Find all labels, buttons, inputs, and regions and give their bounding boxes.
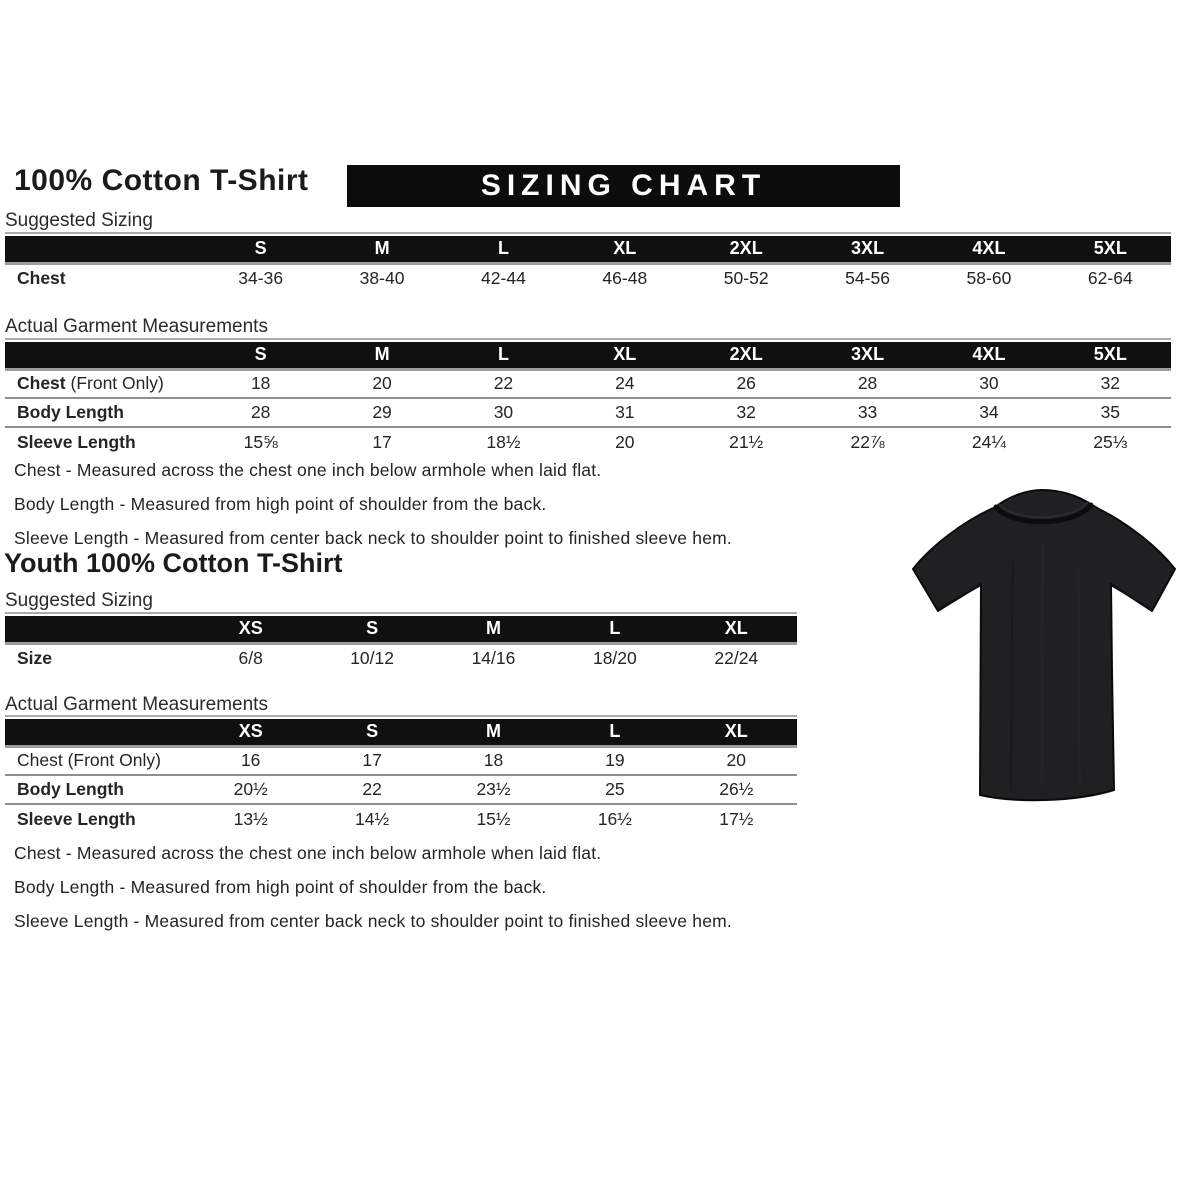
measurement-cell: 50-52 bbox=[723, 267, 769, 288]
note-body-length: Body Length - Measured from high point of shoulder from the back. bbox=[14, 494, 547, 514]
row-label-text: Chest bbox=[17, 373, 66, 394]
note-chest: Chest - Measured across the chest one inch below armhole when laid flat. bbox=[14, 460, 602, 480]
size-column-header: M bbox=[321, 236, 442, 263]
measurement-cell: 20½ bbox=[190, 775, 311, 804]
size-column-header: 4XL bbox=[928, 342, 1049, 369]
row-label-column-header bbox=[5, 342, 200, 369]
youth-suggested-sizing-label: Suggested Sizing bbox=[5, 590, 153, 611]
measurement-cell: 17 bbox=[321, 427, 442, 456]
row-label-text: Chest bbox=[17, 267, 66, 288]
size-column-header: L bbox=[443, 236, 564, 263]
divider-line bbox=[5, 612, 797, 614]
size-column-header: 2XL bbox=[686, 342, 807, 369]
adult-suggested-sizing-table bbox=[5, 236, 1171, 292]
youth-actual-measurements-label: Actual Garment Measurements bbox=[5, 694, 268, 715]
youth-section-title: Youth 100% Cotton T-Shirt bbox=[4, 548, 343, 578]
measurement-row bbox=[5, 643, 797, 672]
row-label bbox=[5, 643, 190, 672]
row-label bbox=[5, 398, 200, 427]
measurement-cell: 24¼ bbox=[928, 427, 1049, 456]
measurement-row bbox=[5, 398, 1171, 427]
adult-actual-measurements-label: Actual Garment Measurements bbox=[5, 316, 268, 337]
size-column-header: XL bbox=[564, 236, 685, 263]
row-label-text: Body Length bbox=[17, 779, 124, 799]
size-column-header: S bbox=[200, 342, 321, 369]
size-column-header: 4XL bbox=[928, 236, 1049, 263]
measurement-cell: 10/12 bbox=[350, 647, 394, 668]
measurement-cell: 30 bbox=[443, 398, 564, 427]
measurement-cell: 18½ bbox=[443, 427, 564, 456]
measurement-cell: 22 bbox=[493, 373, 514, 394]
divider-line bbox=[5, 232, 1171, 234]
measurement-cell: 32 bbox=[686, 398, 807, 427]
table-header-row bbox=[5, 342, 1171, 369]
measurement-cell: 21½ bbox=[686, 427, 807, 456]
measurement-cell: 13½ bbox=[190, 804, 311, 833]
size-column-header: L bbox=[554, 719, 675, 746]
row-label-column-header bbox=[5, 719, 190, 746]
tshirt-image bbox=[893, 472, 1195, 814]
row-label bbox=[5, 427, 200, 456]
row-label bbox=[5, 746, 190, 775]
measurement-cell: 31 bbox=[564, 398, 685, 427]
measurement-cell: 19 bbox=[605, 750, 625, 771]
size-column-header: S bbox=[311, 719, 432, 746]
size-column-header: XS bbox=[190, 616, 311, 643]
measurement-cell: 14½ bbox=[311, 804, 432, 833]
measurement-cell: 30 bbox=[979, 373, 999, 394]
measurement-cell: 20 bbox=[726, 750, 747, 771]
size-column-header: L bbox=[554, 616, 675, 643]
measurement-cell: 20 bbox=[372, 373, 392, 394]
measurement-row bbox=[5, 804, 797, 833]
measurement-cell: 32 bbox=[1100, 373, 1121, 394]
measurement-cell: 38-40 bbox=[359, 267, 405, 288]
measurement-cell: 34 bbox=[928, 398, 1049, 427]
measurement-cell: 18/20 bbox=[592, 647, 637, 668]
row-label-column-header bbox=[5, 236, 200, 263]
measurement-row bbox=[5, 263, 1171, 292]
note-sleeve-length: Sleeve Length - Measured from center back neck to shoulder point to finished sleeve hem. bbox=[14, 528, 732, 548]
row-label bbox=[5, 263, 200, 292]
size-column-header: M bbox=[433, 616, 554, 643]
measurement-cell: 35 bbox=[1050, 398, 1171, 427]
measurement-cell: 24 bbox=[615, 373, 635, 394]
size-column-header: XL bbox=[676, 616, 797, 643]
measurement-cell: 58-60 bbox=[966, 267, 1012, 288]
measurement-cell: 34-36 bbox=[238, 267, 284, 288]
measurement-cell: 17 bbox=[362, 750, 382, 771]
size-column-header: L bbox=[443, 342, 564, 369]
measurement-cell: 18 bbox=[483, 750, 504, 771]
measurement-cell: 20 bbox=[564, 427, 685, 456]
row-label-suffix: (Front Only) bbox=[65, 373, 164, 394]
measurement-cell: 15⅝ bbox=[200, 427, 321, 456]
row-label-text: Size bbox=[17, 647, 53, 668]
measurement-cell: 23½ bbox=[433, 775, 554, 804]
adult-suggested-sizing-label: Suggested Sizing bbox=[5, 210, 153, 231]
sizing-chart-banner-label: SIZING CHART bbox=[480, 169, 767, 202]
size-column-header: 5XL bbox=[1050, 236, 1171, 263]
measurement-cell: 46-48 bbox=[602, 267, 648, 288]
measurement-cell: 18 bbox=[250, 373, 271, 394]
row-label bbox=[5, 775, 190, 804]
size-column-header: M bbox=[321, 342, 442, 369]
row-label bbox=[5, 804, 190, 833]
measurement-cell: 42-44 bbox=[481, 267, 526, 288]
table-header-row bbox=[5, 616, 797, 643]
row-label-text: Sleeve Length bbox=[17, 808, 136, 829]
measurement-cell: 33 bbox=[807, 398, 928, 427]
row-label bbox=[5, 369, 200, 398]
adult-actual-measurements-table bbox=[5, 342, 1171, 456]
size-column-header: XS bbox=[190, 719, 311, 746]
size-column-header: 5XL bbox=[1050, 342, 1171, 369]
size-column-header: M bbox=[433, 719, 554, 746]
black-tshirt-graphic bbox=[893, 472, 1195, 814]
size-column-header: S bbox=[200, 236, 321, 263]
youth-measurement-notes bbox=[14, 843, 732, 945]
measurement-row bbox=[5, 369, 1171, 398]
size-column-header: 3XL bbox=[807, 342, 928, 369]
measurement-cell: 22⅞ bbox=[807, 427, 928, 456]
youth-suggested-sizing-table bbox=[5, 616, 797, 672]
row-label-text: Body Length bbox=[17, 402, 124, 422]
youth-actual-measurements-table bbox=[5, 719, 797, 833]
measurement-cell: 16 bbox=[240, 750, 261, 771]
measurement-row bbox=[5, 427, 1171, 456]
measurement-cell: 25⅓ bbox=[1050, 427, 1171, 456]
measurement-cell: 25 bbox=[554, 775, 675, 804]
measurement-cell: 22 bbox=[311, 775, 432, 804]
measurement-cell: 28 bbox=[857, 373, 878, 394]
row-label-column-header bbox=[5, 616, 190, 643]
row-label-text: Chest (Front Only) bbox=[17, 750, 161, 771]
size-column-header: 2XL bbox=[686, 236, 807, 263]
measurement-cell: 26½ bbox=[676, 775, 797, 804]
measurement-row bbox=[5, 775, 797, 804]
table-header-row bbox=[5, 719, 797, 746]
measurement-cell: 14/16 bbox=[471, 647, 516, 668]
note-chest: Chest - Measured across the chest one inch below armhole when laid flat. bbox=[14, 843, 602, 863]
measurement-row bbox=[5, 746, 797, 775]
divider-line bbox=[5, 338, 1171, 340]
measurement-cell: 6/8 bbox=[238, 647, 263, 668]
measurement-cell: 28 bbox=[200, 398, 321, 427]
note-sleeve-length: Sleeve Length - Measured from center back neck to shoulder point to finished sleeve hem. bbox=[14, 911, 732, 931]
measurement-cell: 16½ bbox=[554, 804, 675, 833]
table-header-row bbox=[5, 236, 1171, 263]
page-title: 100% Cotton T-Shirt bbox=[14, 164, 309, 197]
size-column-header: 3XL bbox=[807, 236, 928, 263]
measurement-cell: 22/24 bbox=[714, 647, 759, 668]
measurement-cell: 17½ bbox=[676, 804, 797, 833]
sizing-chart-banner bbox=[347, 165, 900, 207]
row-label-text: Sleeve Length bbox=[17, 431, 136, 452]
size-column-header: XL bbox=[676, 719, 797, 746]
adult-measurement-notes bbox=[14, 460, 732, 562]
size-column-header: XL bbox=[564, 342, 685, 369]
measurement-cell: 26 bbox=[736, 373, 756, 394]
divider-line bbox=[5, 715, 797, 717]
measurement-cell: 62-64 bbox=[1087, 267, 1133, 288]
measurement-cell: 29 bbox=[321, 398, 442, 427]
note-body-length: Body Length - Measured from high point of shoulder from the back. bbox=[14, 877, 547, 897]
measurement-cell: 54-56 bbox=[845, 267, 890, 288]
measurement-cell: 15½ bbox=[433, 804, 554, 833]
size-column-header: S bbox=[311, 616, 432, 643]
